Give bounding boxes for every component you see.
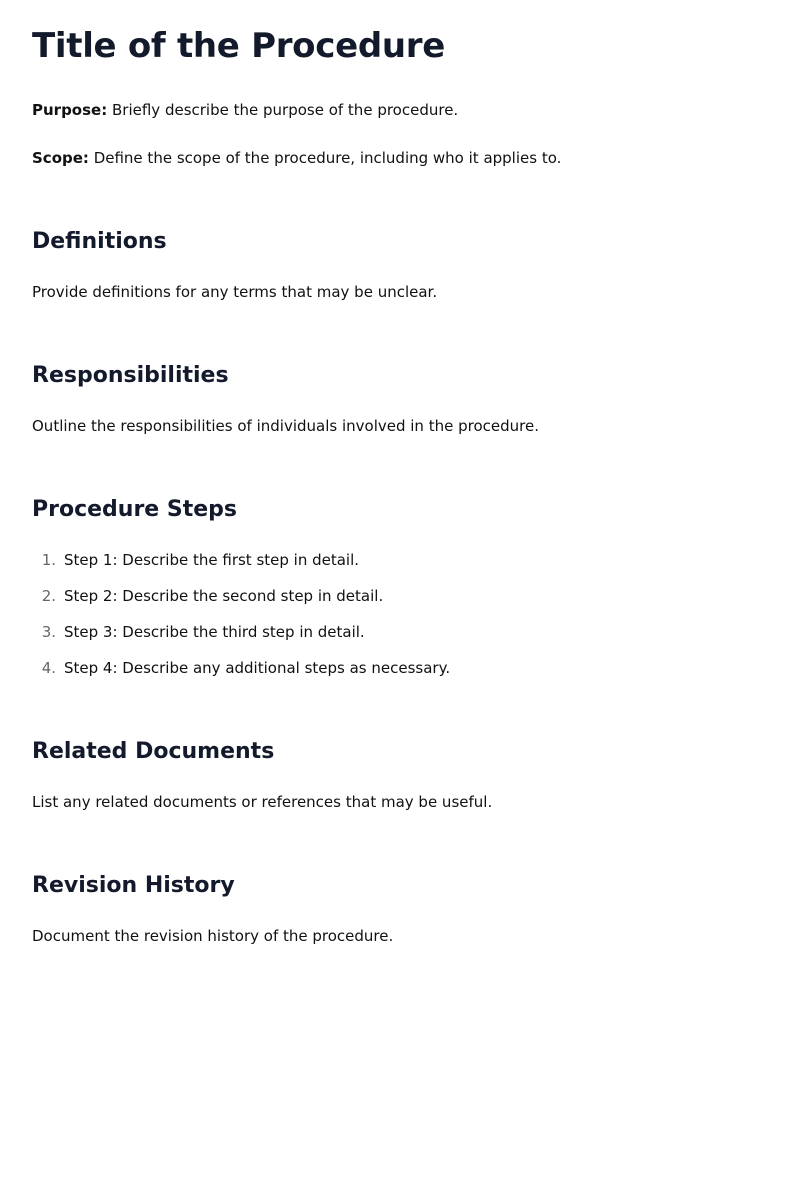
procedure-steps-heading: Procedure Steps	[32, 497, 238, 522]
revision-history-heading: Revision History	[32, 873, 235, 898]
step-text: Step 1: Describe the first step in detail.	[64, 551, 360, 569]
list-item	[32, 658, 768, 678]
scope-text: Define the scope of the procedure, including who it applies to.	[93, 149, 562, 167]
responsibilities-section	[32, 362, 768, 436]
scope-label: Scope:	[32, 149, 89, 167]
list-item	[32, 550, 768, 570]
step-number: 3.	[41, 623, 56, 641]
definitions-section	[32, 228, 768, 302]
list-item	[32, 622, 768, 642]
purpose-paragraph	[32, 100, 768, 120]
step-number: 1.	[41, 551, 56, 569]
purpose-text: Briefly describe the purpose of the procedure.	[112, 101, 459, 119]
step-number: 4.	[41, 659, 56, 677]
procedure-steps-section	[32, 496, 768, 678]
related-documents-heading: Related Documents	[32, 739, 275, 764]
definitions-heading: Definitions	[32, 229, 167, 254]
step-text: Step 4: Describe any additional steps as necessary.	[64, 659, 451, 677]
step-text: Step 2: Describe the second step in detail.	[64, 587, 384, 605]
revision-history-section	[32, 872, 768, 946]
revision-history-body: Document the revision history of the procedure.	[32, 927, 394, 945]
definitions-body: Provide definitions for any terms that may be unclear.	[32, 283, 438, 301]
responsibilities-heading: Responsibilities	[32, 363, 229, 388]
scope-paragraph	[32, 148, 768, 168]
list-item	[32, 586, 768, 606]
step-text: Step 3: Describe the third step in detail.	[64, 623, 365, 641]
related-documents-body: List any related documents or references that may be useful.	[32, 793, 493, 811]
steps-list	[32, 550, 768, 678]
responsibilities-body: Outline the responsibilities of individuals involved in the procedure.	[32, 417, 539, 435]
page-title: Title of the Procedure	[32, 26, 446, 66]
purpose-label: Purpose:	[32, 101, 108, 119]
related-documents-section	[32, 738, 768, 812]
step-number: 2.	[41, 587, 56, 605]
